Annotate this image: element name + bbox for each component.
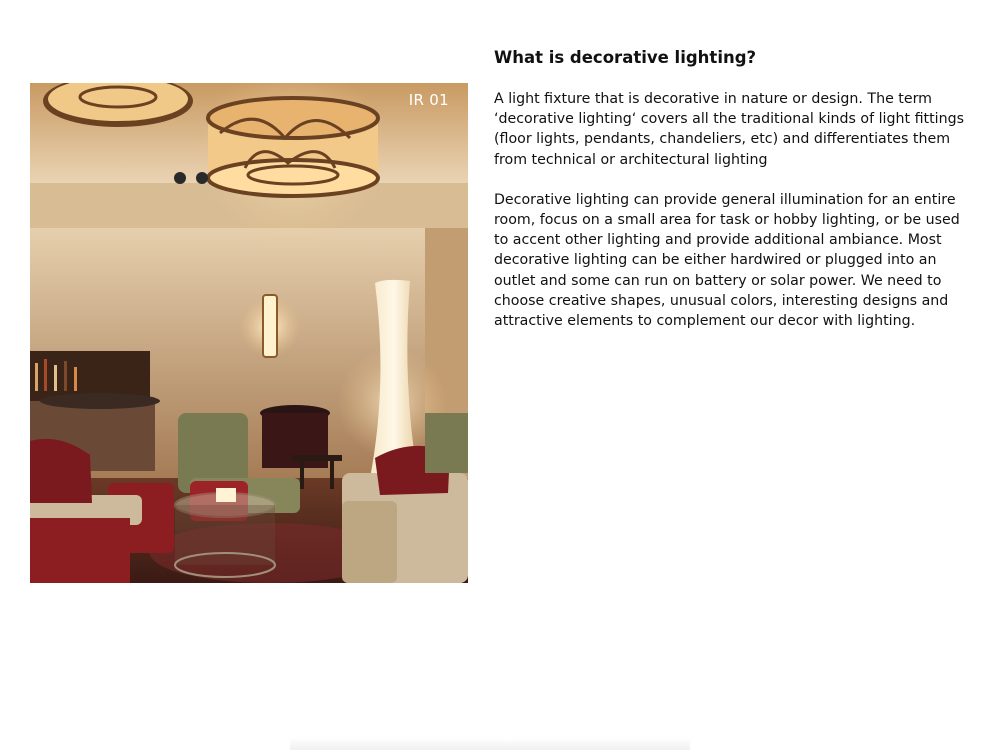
lounge-photo	[30, 83, 468, 583]
lounge-illustration	[30, 83, 468, 583]
article-paragraph: Decorative lighting can provide general illumination for an entire room, focus on a small area for task or hobby lighting, or be used to accent other lighting and provide additional ambiance. Most decorative lighting can be either hardwired or plugged into an outlet and some can run on battery or solar power. We need to choose creative shapes, unusual colors, interesting designs and attractive elements to complement our decor with lighting.	[494, 191, 960, 330]
page-edge-shadow	[290, 738, 690, 750]
article	[494, 47, 964, 351]
article-paragraph: A light fixture that is decorative in nature or design. The term ‘decorative lighting‘ covers all the traditional kinds of light fittings (floor lights, pendants, chandeliers, etc) and differentiates them from technical or architectural lighting	[494, 91, 964, 168]
glass-coffee-table	[175, 488, 275, 577]
article-heading: What is decorative lighting?	[494, 48, 757, 67]
photo-label: IR 01	[408, 91, 449, 109]
